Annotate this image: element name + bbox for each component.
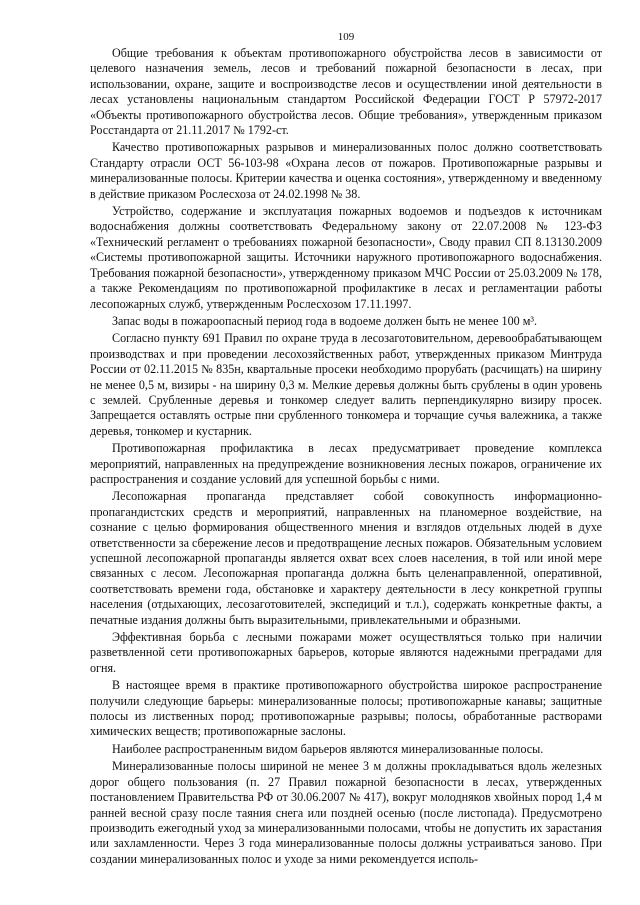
paragraph-propaganda: Лесопожарная пропаганда представляет собой совокупность информационно-пропагандистских средств и мероприятий, направленных на планомерное воздействие, на сознание с целью формирования общественного мнения и взглядов отдельных людей в духе ответственности за сбережение лесов и предотвращение лесных пожаров. Обязательным условием успешной лесопожарной пропаганды является охват всех слоев населения, в той или иной мере связанных с лесом. Лесопожарная пропаганда должна быть целенаправленной, оперативной, соответствовать времени года, обстановке и характеру деятельности в лесу конкретной группы населения (отдыхающих, лесозаготовителей, экспедиций и т.л.), содержать конкретные факты, а печатные издания должны быть выразительными, привлекательными и образными. — [90, 489, 602, 627]
paragraph-ost-quality: Качество противопожарных разрывов и минерализованных полос должно соответствовать Стандарту отрасли ОСТ 56-103-98 «Охрана лесов от пожаров. Противопожарные разрывы и минерализованные полосы. Критерии качества и оценка состояния», утвержденному и введенному в действие приказом Рослесхоза от 24.02.1998 № 38. — [90, 140, 602, 201]
paragraph-gost-requirements: Общие требования к объектам противопожарного обустройства лесов в зависимости от целевого назначения земель, лесов и требований пожарной безопасности в лесах, при использовании, охране, защите и воспроизводстве лесов и осуществлении иной деятельности в лесах установлены национальным стандартом Российской Федерации ГОСТ Р 57972-2017 «Объекты противопожарного обустройства лесов. Общие требования», утвержденным приказом Росстандарта от 21.11.2017 № 1792-ст. — [90, 46, 602, 138]
document-page — [90, 30, 602, 869]
paragraph-barrier-types: В настоящее время в практике противопожарного обустройства широкое распространение получили следующие барьеры: минерализованные полосы; противопожарные канавы; защитные полосы из лиственных пород; противопожарные разрывы; полосы, обработанные растворами химических веществ; противопожарные заслоны. — [90, 678, 602, 739]
paragraph-mineralized-strips: Минерализованные полосы шириной не менее 3 м должны прокладываться вдоль железных дорог общего пользования (п. 27 Правил пожарной безопасности в лесах, утвержденных постановлением Правительства РФ от 30.06.2007 № 417), вокруг молодняков хвойных пород 1,4 м ранней весной сразу после таяния снега или поздней осенью (после листопада). Предусмотрено производить ежегодный уход за минерализованными полосами, чтобы не допустить их зарастания или захламленности. Через 3 года минерализованные полосы должны устраиваться заново. При создании минерализованных полос и уходе за ними рекомендуется исполь- — [90, 759, 602, 866]
paragraph-barriers-network: Эффективная борьба с лесными пожарами может осуществляться только при наличии разветвленной сети противопожарных барьеров, которые являются надежными преградами для огня. — [90, 630, 602, 675]
paragraph-clearings: Согласно пункту 691 Правил по охране труда в лесозаготовительном, деревообрабатывающем производствах и при проведении лесохозяйственных работ, утвержденных приказом Минтруда России от 02.11.2015 № 835н, квартальные просеки необходимо прорубать (расчищать) на ширину не менее 0,5 м, визиры - на ширину 0,3 м. Мелкие деревья должны быть срублены в один уровень с землей. Срубленные деревья и тонкомер следует валить перпендикулярно визиру просек. Запрещается оставлять острые пни срубленного тонкомера и торчащие сучья валежника, а также деревья, тонкомер и кустарник. — [90, 331, 602, 438]
paragraph-fire-prevention: Противопожарная профилактика в лесах предусматривает проведение комплекса мероприятий, направленных на предупреждение возникновения лесных пожаров, ограничение их распространения и создание условий для успешной борьбы с ними. — [90, 441, 602, 486]
page-number: 109 — [337, 31, 355, 43]
paragraph-water-reserve: Запас воды в пожароопасный период года в водоеме должен быть не менее 100 м³. — [112, 313, 538, 328]
paragraph-mineralized-common: Наиболее распространенным видом барьеров являются минерализованные полосы. — [112, 741, 544, 756]
paragraph-water-supply: Устройство, содержание и эксплуатация пожарных водоемов и подъездов к источникам водоснабжения должны соответствовать Федеральному закону от 22.07.2008 № 123-ФЗ «Технический регламент о требованиях пожарной безопасности», Своду правил СП 8.13130.2009 «Системы противопожарной защиты. Источники наружного противопожарного водоснабжения. Требования пожарной безопасности», утвержденному приказом МЧС России от 25.03.2009 № 178, а также Рекомендациям по противопожарной профилактике в лесах и регламентации работы лесопожарных служб, утвержденным Рослесхозом 17.11.1997. — [90, 204, 602, 311]
